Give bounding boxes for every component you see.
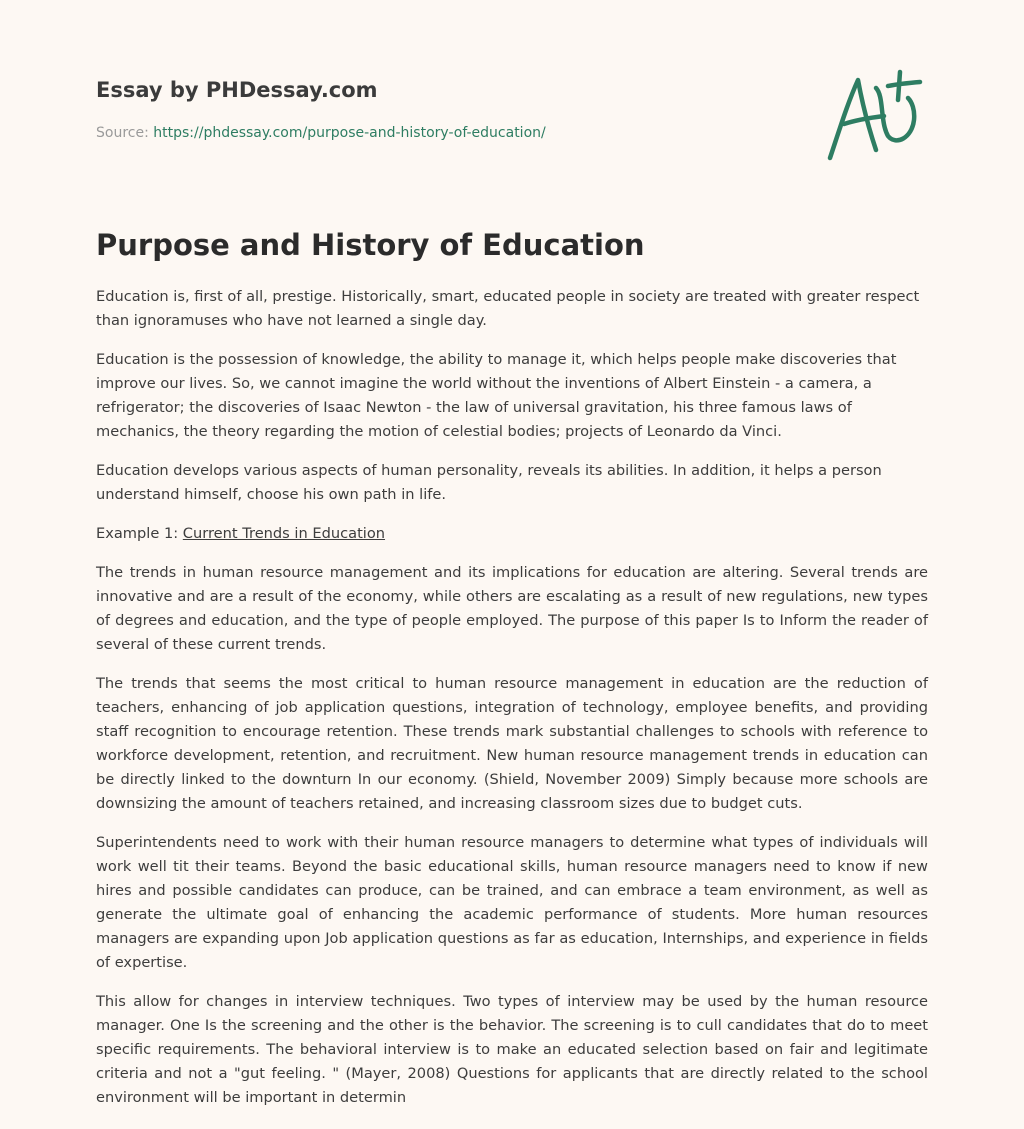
paragraph: Education is the possession of knowledge, the ability to manage it, which helps people make discoveries that improve our lives. So, we cannot imagine the world without the inventions of Albert Einstein - a camera, a refrigerator; the discoveries of Isaac Newton - the law of universal gravitation, his three famous laws of mechanics, the theory regarding the motion of celestial bodies; projects of Leonardo da Vinci.: [96, 351, 897, 440]
paragraph: Education develops various aspects of human personality, reveals its abilities. In addition, it helps a person understand himself, choose his own path in life.: [96, 462, 882, 503]
paragraph: This allow for changes in interview techniques. Two types of interview may be used by the human resource manager. One Is the screening and the other is the behavior. The screening is to cull candidates that do to meet specific requirements. The behavioral interview is to make an educated selection based on fair and legitimate criteria and not a "gut feeling. " (Mayer, 2008) Questions for applicants that are directly related to the school environment will be important in determin: [96, 993, 928, 1106]
paragraph: Superintendents need to work with their human resource managers to determine what types of individuals will work well tit their teams. Beyond the basic educational skills, human resource managers need to know if new hires and possible candidates can produce, can be trained, and can embrace a team environment, as well as generate the ultimate goal of enhancing the academic performance of students. More human resources managers are expanding upon Job application questions as far as education, Internships, and experience in fields of expertise.: [96, 834, 928, 971]
example-link[interactable]: Current Trends in Education: [182, 525, 386, 542]
example-heading: [96, 522, 928, 546]
paragraph: Education is, first of all, prestige. Historically, smart, educated people in society are treated with greater respect than ignoramuses who have not learned a single day.: [96, 288, 920, 329]
essay-body: [96, 285, 928, 1125]
source-link[interactable]: https://phdessay.com/purpose-and-history-of-education/: [153, 125, 546, 141]
paragraph: The trends in human resource management and its implications for education are altering. Several trends are innovative and are a result of the economy, while others are escalating as a result of new regulations, new types of degrees and education, and the type of people employed. The purpose of this paper Is to Inform the reader of several of these current trends.: [96, 564, 928, 653]
paragraph: The trends that seems the most critical to human resource management in education are the reduction of teachers, enhancing of job application questions, integration of technology, employee benefits, and providing staff recognition to encourage retention. These trends mark substantial challenges to schools with reference to workforce development, retention, and recruitment. New human resource management trends in education can be directly linked to the downturn In our economy. (Shield, November 2009) Simply because more schools are downsizing the amount of teachers retained, and increasing classroom sizes due to budget cuts.: [96, 675, 928, 812]
source-line: [96, 124, 546, 142]
example-label: Example 1:: [96, 525, 183, 542]
source-label: Source:: [96, 125, 154, 141]
essay-title: Purpose and History of Education: [96, 228, 645, 262]
brand-title: Essay by PHDessay.com: [96, 78, 378, 102]
a-plus-grade-icon: [822, 66, 926, 166]
